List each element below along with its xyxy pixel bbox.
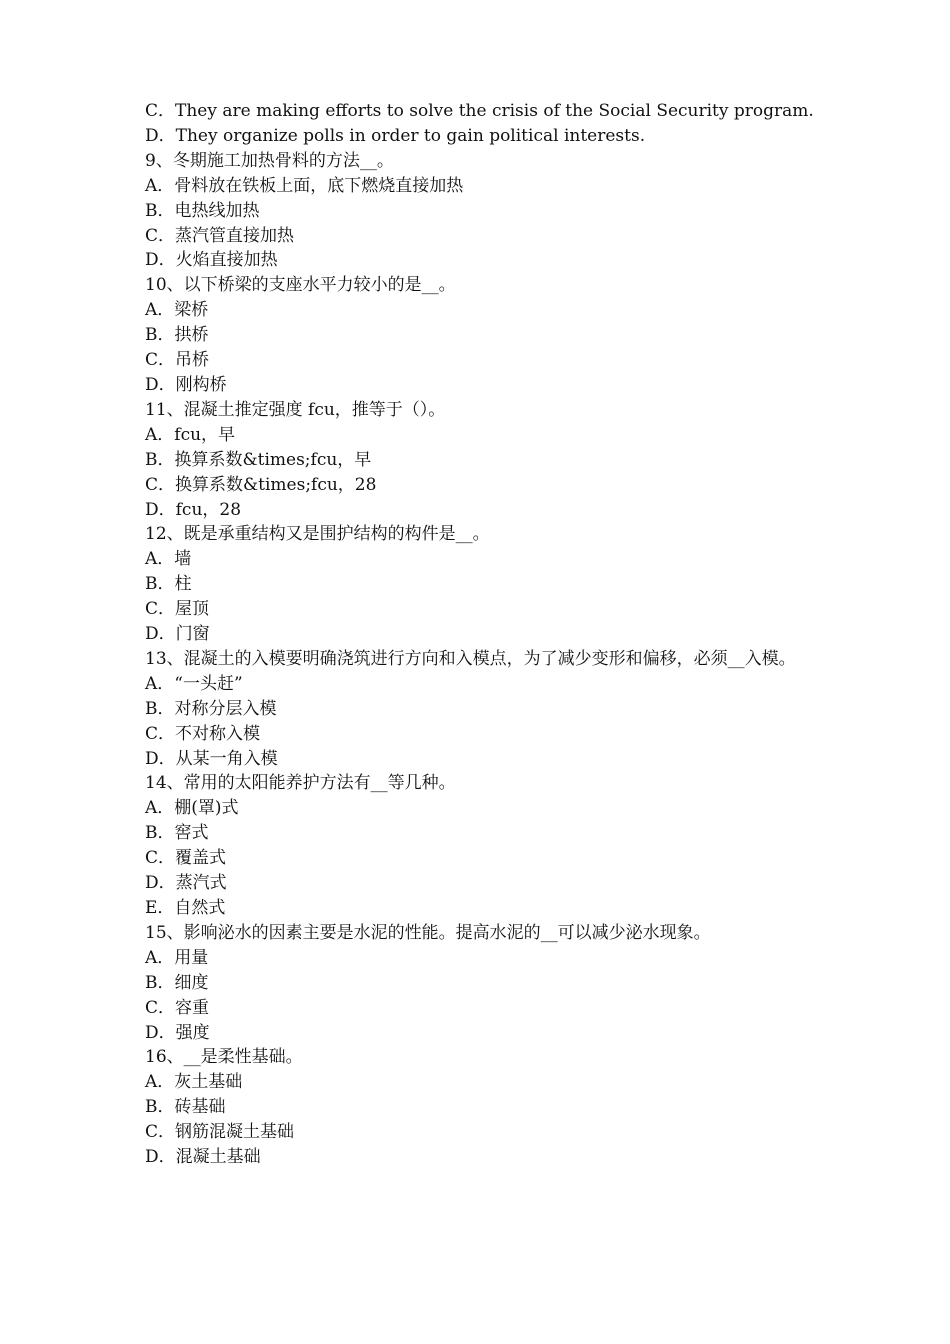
option-line: B．柱 <box>145 574 192 595</box>
option-line: C．不对称入模 <box>145 723 261 744</box>
option-line: D．强度 <box>145 1022 210 1043</box>
option-line: D．火焰直接加热 <box>145 250 278 271</box>
option-line: A．“一头赶” <box>145 673 243 694</box>
option-line: B．细度 <box>145 972 209 993</box>
option-line: D．蒸汽式 <box>145 873 227 894</box>
option-line: D．从某一角入模 <box>145 748 278 769</box>
option-line: C．覆盖式 <box>145 848 227 869</box>
option-line: A．骨料放在铁板上面，底下燃烧直接加热 <box>145 175 464 196</box>
option-line: C．They are making efforts to solve the crisis of the Social Security program. <box>145 101 814 121</box>
question-stem: 16、__是柔性基础。 <box>145 1047 303 1068</box>
question-stem: 10、以下桥梁的支座水平力较小的是__。 <box>145 275 456 296</box>
document-body <box>145 99 815 1170</box>
question-10 <box>145 273 815 398</box>
option-line: A．墙 <box>145 549 192 570</box>
option-line: E．自然式 <box>145 898 226 918</box>
question-stem: 13、混凝土的入模要明确浇筑进行方向和入模点，为了减少变形和偏移，必须__入模。 <box>145 648 796 669</box>
option-line: A．用量 <box>145 947 209 968</box>
question-stem: 9、冬期施工加热骨料的方法__。 <box>145 150 394 171</box>
option-line: C．容重 <box>145 997 210 1018</box>
question-12 <box>145 522 815 647</box>
question-11 <box>145 398 815 523</box>
option-line: B．窖式 <box>145 823 209 844</box>
option-line: A．梁桥 <box>145 300 209 321</box>
question-stem: 14、常用的太阳能养护方法有__等几种。 <box>145 773 456 794</box>
question-13 <box>145 647 815 772</box>
question-14 <box>145 771 815 920</box>
option-line: A．fcu，早 <box>145 424 236 445</box>
option-line: C．换算系数&times;fcu，28 <box>145 474 377 495</box>
option-line: A．灰土基础 <box>145 1072 243 1093</box>
option-line: D．门窗 <box>145 624 210 645</box>
option-line: B．砖基础 <box>145 1097 226 1118</box>
option-line: B．对称分层入模 <box>145 698 277 719</box>
option-line: B．拱桥 <box>145 325 209 346</box>
option-line: C．屋顶 <box>145 599 210 620</box>
option-line: D．刚构桥 <box>145 374 227 395</box>
option-line: A．棚(罩)式 <box>145 798 239 819</box>
question-stem: 15、影响泌水的因素主要是水泥的性能。提高水泥的__可以减少泌水现象。 <box>145 922 711 943</box>
question-15 <box>145 921 815 1046</box>
option-line: C．吊桥 <box>145 350 210 371</box>
question-stem: 12、既是承重结构又是围护结构的构件是__。 <box>145 524 490 545</box>
previous-question-continuation <box>145 99 815 149</box>
option-line: C．蒸汽管直接加热 <box>145 225 295 246</box>
option-line: D．混凝土基础 <box>145 1147 261 1168</box>
option-line: D．fcu，28 <box>145 499 242 520</box>
question-16 <box>145 1045 815 1170</box>
question-stem: 11、混凝土推定强度 fcu，推等于（）。 <box>145 399 446 420</box>
option-line: D．They organize polls in order to gain political interests. <box>145 125 646 146</box>
question-9 <box>145 149 815 274</box>
option-line: C．钢筋混凝土基础 <box>145 1122 295 1143</box>
option-line: B．换算系数&times;fcu，早 <box>145 449 372 470</box>
option-line: B．电热线加热 <box>145 200 260 221</box>
